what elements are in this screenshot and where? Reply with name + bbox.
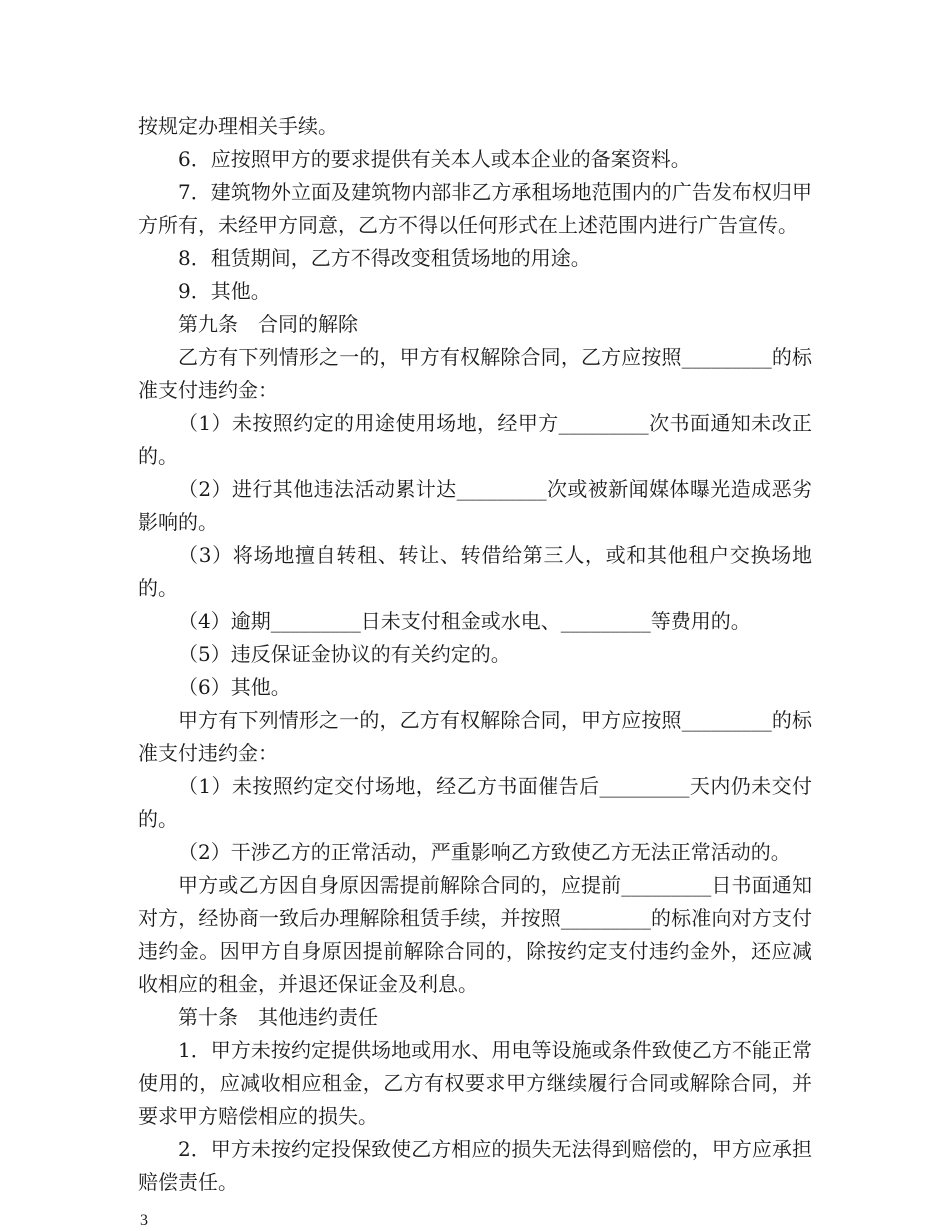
- list-item: （3）将场地擅自转租、转让、转借给第三人，或和其他租户交换场地的。: [138, 543, 812, 600]
- paragraph-party-b-breach: 乙方有下列情形之一的，甲方有权解除合同，乙方应按照_________的标准支付违约金：: [138, 345, 812, 402]
- list-item: （5）违反保证金协议的有关约定的。: [178, 642, 511, 666]
- paragraph-continuation: 按规定办理相关手续。: [138, 114, 338, 138]
- section-heading-article-9: 第九条 合同的解除: [178, 312, 358, 336]
- list-item: （6）其他。: [178, 675, 291, 699]
- list-item: （1）未按照约定的用途使用场地，经甲方_________次书面通知未改正的。: [138, 411, 812, 468]
- clause-item-6: 6．应按照甲方的要求提供有关本人或本企业的备案资料。: [178, 147, 691, 171]
- clause-item-8: 8．租赁期间，乙方不得改变租赁场地的用途。: [178, 246, 591, 270]
- list-item: （2）干涉乙方的正常活动，严重影响乙方致使乙方无法正常活动的。: [178, 840, 791, 864]
- clause-item-7: 7．建筑物外立面及建筑物内部非乙方承租场地范围内的广告发布权归甲方所有，未经甲方同意，乙方不得以任何形式在上述范围内进行广告宣传。: [138, 180, 812, 237]
- paragraph-party-a-breach: 甲方有下列情形之一的，乙方有权解除合同，甲方应按照_________的标准支付违约金：: [138, 708, 812, 765]
- clause-item-1: 1．甲方未按约定提供场地或用水、用电等设施或条件致使乙方不能正常使用的，应减收相应租金，乙方有权要求甲方继续履行合同或解除合同，并要求甲方赔偿相应的损失。: [138, 1038, 812, 1128]
- list-item: （2）进行其他违法活动累计达_________次或被新闻媒体曝光造成恶劣影响的。: [138, 477, 812, 534]
- document-body: [138, 110, 812, 1199]
- paragraph-early-termination: 甲方或乙方因自身原因需提前解除合同的，应提前_________日书面通知对方，经协商一致后办理解除租赁手续，并按照_________的标准向对方支付违约金。因甲方自身原因提前解除合同的，除按约定支付违约金外，还应减收相应的租金，并退还保证金及利息。: [138, 873, 812, 996]
- list-item: （4）逾期_________日未支付租金或水电、_________等费用的。: [178, 609, 751, 633]
- clause-item-9: 9．其他。: [178, 279, 271, 303]
- page-number: 3: [140, 1212, 148, 1229]
- list-item: （1）未按照约定交付场地，经乙方书面催告后_________天内仍未交付的。: [138, 774, 812, 831]
- section-heading-article-10: 第十条 其他违约责任: [178, 1005, 378, 1029]
- clause-item-2: 2．甲方未按约定投保致使乙方相应的损失无法得到赔偿的，甲方应承担赔偿责任。: [138, 1137, 812, 1194]
